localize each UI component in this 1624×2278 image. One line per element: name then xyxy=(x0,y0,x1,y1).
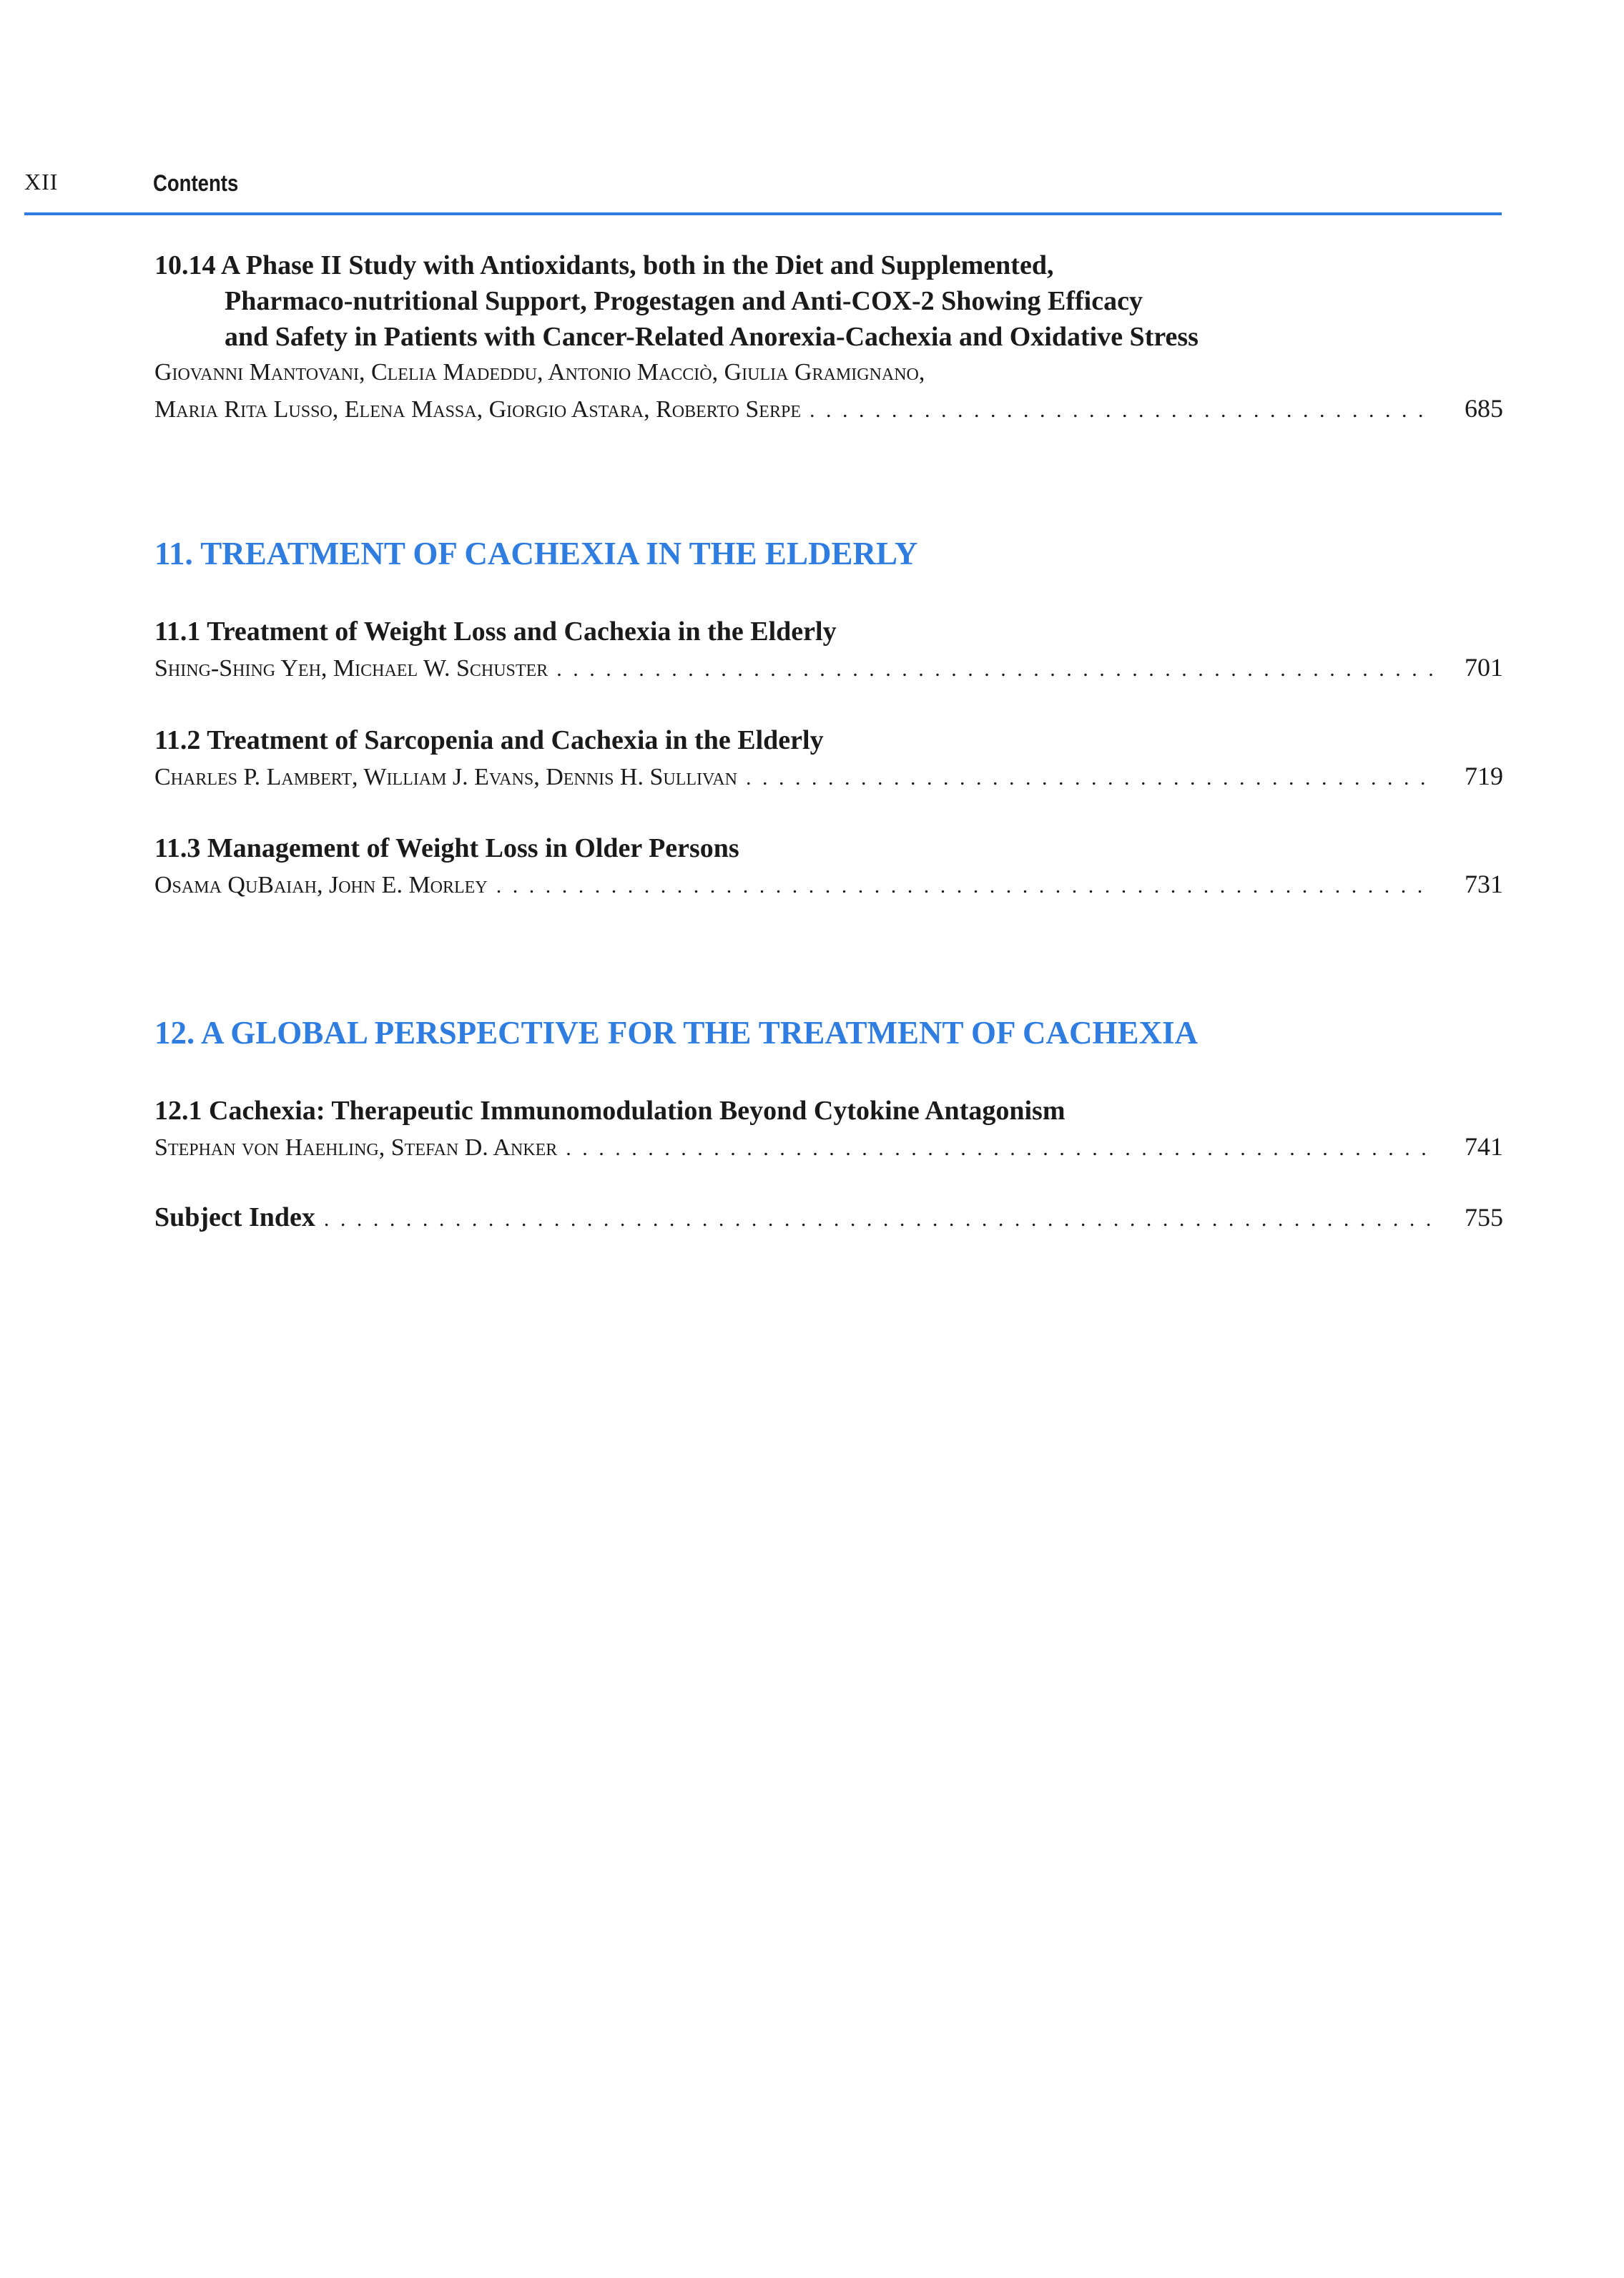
subject-index-label: Subject Index xyxy=(154,1202,315,1232)
chapter-heading: 12. A GLOBAL PERSPECTIVE FOR THE TREATMENT OF CACHEXIA xyxy=(154,1015,1199,1051)
entry-authors-row xyxy=(154,649,1503,687)
dot-leader xyxy=(809,393,1434,428)
dot-leader xyxy=(566,1131,1434,1167)
entry-title: 11.3 Management of Weight Loss in Older Persons xyxy=(154,833,739,863)
entry-authors: Giovanni Mantovani, Clelia Madeddu, Antonio Macciò, Giulia Gramignano, xyxy=(154,359,925,386)
entry-title: 11.1 Treatment of Weight Loss and Cachexia in the Elderly xyxy=(154,617,837,647)
page-number: 741 xyxy=(1465,1132,1503,1161)
entry-title: 11.2 Treatment of Sarcopenia and Cachexia in the Elderly xyxy=(154,725,824,755)
subject-index-row xyxy=(154,1202,1503,1233)
chapter-heading: 11. TREATMENT OF CACHEXIA IN THE ELDERLY xyxy=(154,536,918,571)
dot-leader xyxy=(496,868,1434,904)
entry-authors-row xyxy=(154,866,1503,904)
page-header xyxy=(24,169,1502,197)
toc-entry-11-2[interactable] xyxy=(154,722,1503,796)
entry-authors: Shing-Shing Yeh, Michael W. Schuster xyxy=(154,655,548,682)
page-numeral: XII xyxy=(24,169,59,195)
entry-title-line: Pharmaco-nutritional Support, Progestagen and Anti-COX-2 Showing Efficacy xyxy=(225,286,1143,316)
page-number: 685 xyxy=(1465,394,1503,423)
dot-leader xyxy=(556,652,1434,687)
toc-entry-subject-index[interactable] xyxy=(154,1202,1503,1233)
entry-authors: Maria Rita Lusso, Elena Massa, Giorgio Astara, Roberto Serpe xyxy=(154,396,801,423)
page-number: 719 xyxy=(1465,762,1503,790)
entry-authors: Charles P. Lambert, William J. Evans, Dennis H. Sullivan xyxy=(154,764,737,790)
entry-authors-row xyxy=(154,758,1503,796)
dot-leader xyxy=(324,1207,1434,1232)
toc-entry-11-1[interactable] xyxy=(154,614,1503,687)
entry-authors-row xyxy=(154,1129,1503,1167)
toc-entry-12-1[interactable] xyxy=(154,1093,1503,1167)
entry-authors-row xyxy=(154,391,1503,428)
entry-authors: Stephan von Haehling, Stefan D. Anker xyxy=(154,1134,558,1161)
toc-entry-11-3[interactable] xyxy=(154,830,1503,904)
entry-title: 12.1 Cachexia: Therapeutic Immunomodulation Beyond Cytokine Antagonism xyxy=(154,1096,1066,1126)
running-title: Contents xyxy=(153,170,239,196)
entry-title-line: and Safety in Patients with Cancer-Related Anorexia-Cachexia and Oxidative Stress xyxy=(225,322,1199,352)
toc-entry-10-14[interactable] xyxy=(154,247,1503,428)
header-rule xyxy=(24,212,1502,215)
page-number: 755 xyxy=(1465,1203,1503,1232)
page-number: 731 xyxy=(1465,870,1503,898)
entry-title-line: 10.14 A Phase II Study with Antioxidants, both in the Diet and Supplemented, xyxy=(154,250,1054,280)
entry-authors: Osama QuBaiah, John E. Morley xyxy=(154,872,488,898)
dot-leader xyxy=(746,760,1434,796)
page-number: 701 xyxy=(1465,653,1503,682)
